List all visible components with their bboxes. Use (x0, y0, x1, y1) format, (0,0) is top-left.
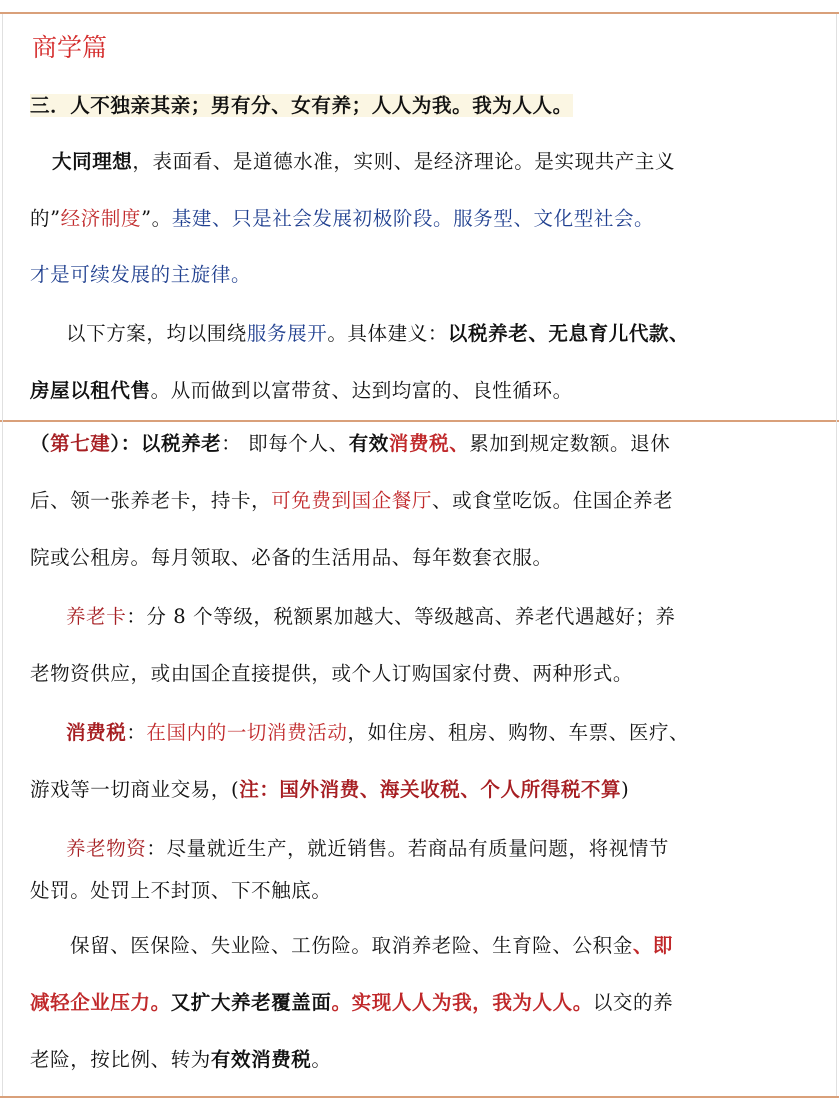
term-pension-card: 养老卡 (66, 605, 127, 628)
p3-line3 (30, 542, 553, 570)
term-tax-pension: 以税养老 (140, 432, 222, 455)
p5-paren-close: ) (621, 778, 630, 801)
p2-proposals: 以税养老、无息育儿代款、 (447, 322, 690, 345)
p7-text-3: 以交的养 (592, 991, 674, 1014)
term-datong: 大同理想 (52, 150, 133, 173)
term-consumption-tax: 消费税、 (388, 432, 470, 455)
p5-text-1: ，如住房、租房、购物、车票、医疗、 (347, 721, 690, 744)
term-service: 服务展开 (246, 322, 328, 345)
p4-text-2: 老物资供应，或由国企直接提供，或个人订购国家付费、两种形式。 (30, 662, 634, 685)
section-title: 商学篇 (32, 33, 108, 62)
bottom-rule (0, 1096, 839, 1098)
p5-line1 (66, 717, 689, 745)
term-pension-supplies: 养老物资 (66, 837, 147, 860)
p3-text-2: 累加到规定数额。退休 (469, 432, 671, 455)
p5-line2 (30, 774, 629, 802)
term-rent-housing: 房屋以租代售 (30, 379, 151, 402)
term-effective-consumption-tax: 有效消费税 (210, 1048, 312, 1071)
section-divider (0, 420, 839, 422)
p6-text-1: ：尽量就近生产，就近销售。若商品有质量问题，将视情节 (146, 837, 670, 860)
p1-line3 (30, 259, 251, 287)
p3-line1 (30, 428, 670, 456)
p2-text-2: 。具体建义： (327, 322, 448, 345)
p2-line2 (30, 375, 573, 403)
p3-paren-open: （ (30, 432, 51, 455)
p6-text-2: 处罚。处罚上不封顶、下不触底。 (30, 879, 332, 902)
p7-motto: 实现人人为我，我为人人。 (351, 991, 593, 1014)
p3-text-1: ： 即每个人、 (221, 432, 349, 455)
p6-line2 (30, 875, 332, 903)
term-effective: 有效 (348, 432, 389, 455)
top-rule (0, 12, 839, 14)
right-border (836, 14, 837, 1096)
p2-text-1: 以下方案，均以围绕 (66, 322, 247, 345)
p3-line2 (30, 485, 673, 513)
p7-line3 (30, 1044, 332, 1072)
p3-paren-close: ）： (110, 432, 141, 455)
p3-text-3: 后、领一张养老卡，持卡， (30, 489, 272, 512)
p4-line2 (30, 658, 633, 686)
subtitle (30, 90, 573, 118)
p2-line1 (66, 318, 689, 346)
p1-text-5: 才是可续发展的主旋律。 (30, 263, 252, 286)
term-domestic-consumption: 在国内的一切消费活动 (146, 721, 348, 744)
p2-text-3: 。从而做到以富带贫、达到均富的、良性循环。 (150, 379, 573, 402)
p7-reduce-pressure: 减轻企业压力。 (30, 991, 171, 1014)
p1-text-4: 基建、只是社会发展初极阶段。服务型、文化型社会。 (171, 207, 655, 230)
p4-line1 (66, 601, 676, 629)
p1-text-3: ”。 (141, 207, 172, 230)
p1-line2 (30, 203, 654, 231)
term-consumption-tax-def: 消费税 (66, 721, 127, 744)
left-border (2, 14, 3, 1096)
p1-text-1: ，表面看、是道德水准，实则、是经济理论。是实现共产主义 (132, 150, 676, 173)
p7-expand-coverage: 又扩大养老覆盖面 (170, 991, 332, 1014)
p7-text-2: 、即 (632, 934, 674, 957)
term-free-canteen: 可免费到国企餐厅 (271, 489, 433, 512)
p6-line1 (66, 833, 669, 861)
p7-text-1: 保留、医保险、失业险、工伤险。取消养老险、生育险、公积金 (70, 934, 633, 957)
p5-note: 注：国外消费、海关收税、个人所得税不算 (239, 778, 622, 801)
term-economic-system: 经济制度 (60, 207, 142, 230)
p5-colon: ： (126, 721, 147, 744)
p3-text-5: 院或公租房。每月领取、必备的生活用品、每年数套衣服。 (30, 546, 553, 569)
p7-line2 (30, 987, 673, 1015)
p7-line1 (70, 930, 673, 958)
p5-text-2: 游戏等一切商业交易，( (30, 778, 240, 801)
term-seventh: 第七建 (50, 432, 111, 455)
p7-text-4: 老险，按比例、转为 (30, 1048, 211, 1071)
p3-text-4: 、或食堂吃饭。住国企养老 (432, 489, 674, 512)
p1-line1 (52, 146, 675, 174)
p4-text-1: ：分 8 个等级，税额累加越大、等级越高、养老代遇越好；养 (126, 605, 676, 628)
p1-text-2: 的” (30, 207, 61, 230)
subtitle-text: 三．人不独亲其亲；男有分、女有养；人人为我。我为人人。 (30, 94, 573, 117)
p7-end: 。 (311, 1048, 332, 1071)
p7-period: 。 (331, 991, 352, 1014)
